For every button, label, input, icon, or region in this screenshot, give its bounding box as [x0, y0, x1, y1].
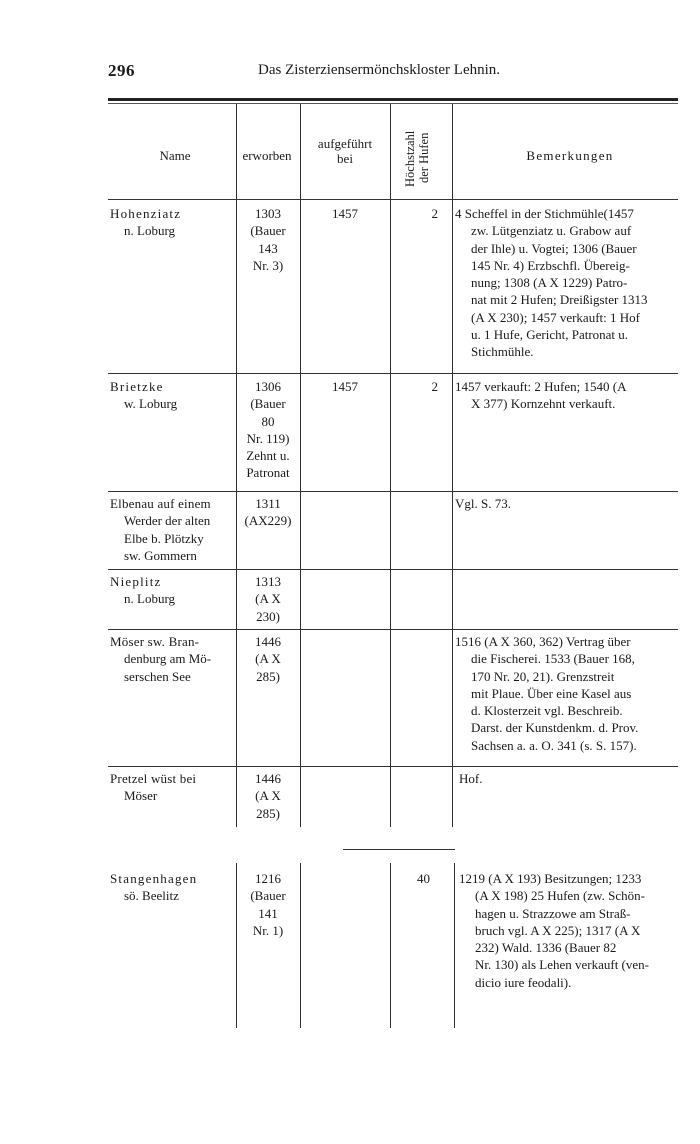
column-divider — [452, 104, 453, 827]
row-erworben: 1216 (Bauer 141 Nr. 1) — [250, 871, 286, 938]
row-divider — [108, 629, 678, 630]
row-divider — [108, 491, 678, 492]
row-bemerkungen: 1457 verkauft: 2 Hufen; 1540 (A X 377) Kornzehnt verkauft. — [455, 379, 627, 412]
row-hufen: 2 — [431, 379, 438, 394]
row-name: Nieplitz n. Loburg — [110, 574, 176, 607]
row-bemerkungen: 1219 (A X 193) Besitzungen; 1233 (A X 198) 25 Hufen (zw. Schön- hagen u. Strazzowe am Straß- bruch vgl. A X 225); 1317 (A X 232) Wald. 1336 (Bauer 82 Nr. 130) als Lehen verkauft (ven- dicio iure feodali). — [459, 871, 649, 990]
header-aufgefuehrt-line1: aufgeführt — [317, 136, 373, 151]
table-top-rule — [108, 98, 678, 101]
row-erworben: 1446 (A X 285) — [255, 634, 281, 684]
row-bemerkungen: Hof. — [459, 771, 483, 786]
row-divider — [108, 373, 678, 374]
row-hufen: 40 — [417, 871, 430, 886]
header-hoechstzahl-line1: Höchstzahl — [403, 130, 417, 187]
row-name: Stangenhagen sö. Beelitz — [110, 871, 198, 904]
row-bemerkungen: Vgl. S. 73. — [455, 496, 511, 511]
column-divider — [300, 863, 301, 1028]
header-rule — [108, 199, 678, 200]
row-hufen: 2 — [431, 206, 438, 221]
row-aufgefuehrt: 1457 — [332, 379, 358, 394]
row-divider — [108, 569, 678, 570]
row-name: Möser sw. Bran- denburg am Mö- serschen See — [110, 634, 212, 684]
column-divider — [390, 863, 391, 1028]
page-number: 296 — [108, 61, 135, 80]
column-divider — [454, 863, 455, 1028]
row-erworben: 1306 (Bauer 80 Nr. 119) Zehnt u. Patronat — [246, 379, 290, 481]
header-name: Name — [159, 148, 191, 163]
row-erworben: 1446 (A X 285) — [255, 771, 281, 821]
row-aufgefuehrt: 1457 — [332, 206, 358, 221]
row-name: Pretzel wüst bei Möser — [110, 771, 197, 804]
row-erworben: 1303 (Bauer 143 Nr. 3) — [250, 206, 286, 273]
header-bemerkungen: Bemerkungen — [526, 148, 614, 163]
row-name: Brietzke w. Loburg — [110, 379, 178, 412]
header-aufgefuehrt — [300, 136, 390, 166]
header-hoechstzahl-line2: der Hufen — [417, 132, 431, 183]
table-top-rule-thin — [108, 103, 678, 104]
header-aufgefuehrt-line2: bei — [337, 151, 353, 166]
row-name: Hohenziatz n. Loburg — [110, 206, 182, 239]
row-erworben: 1311 (AX229) — [244, 496, 292, 529]
row-erworben: 1313 (A X 230) — [255, 574, 281, 624]
running-title: Das Zisterziensermönchskloster Lehnin. — [258, 62, 501, 78]
section-rule — [343, 849, 455, 850]
row-divider — [108, 766, 678, 767]
row-bemerkungen: 4 Scheffel in der Stichmühle(1457 zw. Lütgenziatz u. Grabow auf der Ihle) u. Vogtei; 1306 (Bauer 145 Nr. 4) Erzbschfl. Übereig- nung; 1308 (A X 1229) Patro- nat mit 2 Hufen; Dreißigster 1313 (A X 230); 1457 verkauft: 1 Hof u. 1 Hufe, Gericht, Patronat u. Stichmühle. — [455, 206, 648, 360]
row-bemerkungen: 1516 (A X 360, 362) Vertrag über die Fischerei. 1533 (Bauer 168, 170 Nr. 20, 21). Grenzstreit mit Plaue. Über eine Kasel aus d. Klosterzeit vgl. Beschreib. Darst. der Kunstdenkm. d. Prov. Sachsen a. a. O. 341 (s. S. 157). — [455, 634, 639, 753]
header-erworben: erworben — [242, 148, 292, 163]
row-name: Elbenau auf einem Werder der alten Elbe b. Plötzky sw. Gommern — [110, 496, 211, 563]
